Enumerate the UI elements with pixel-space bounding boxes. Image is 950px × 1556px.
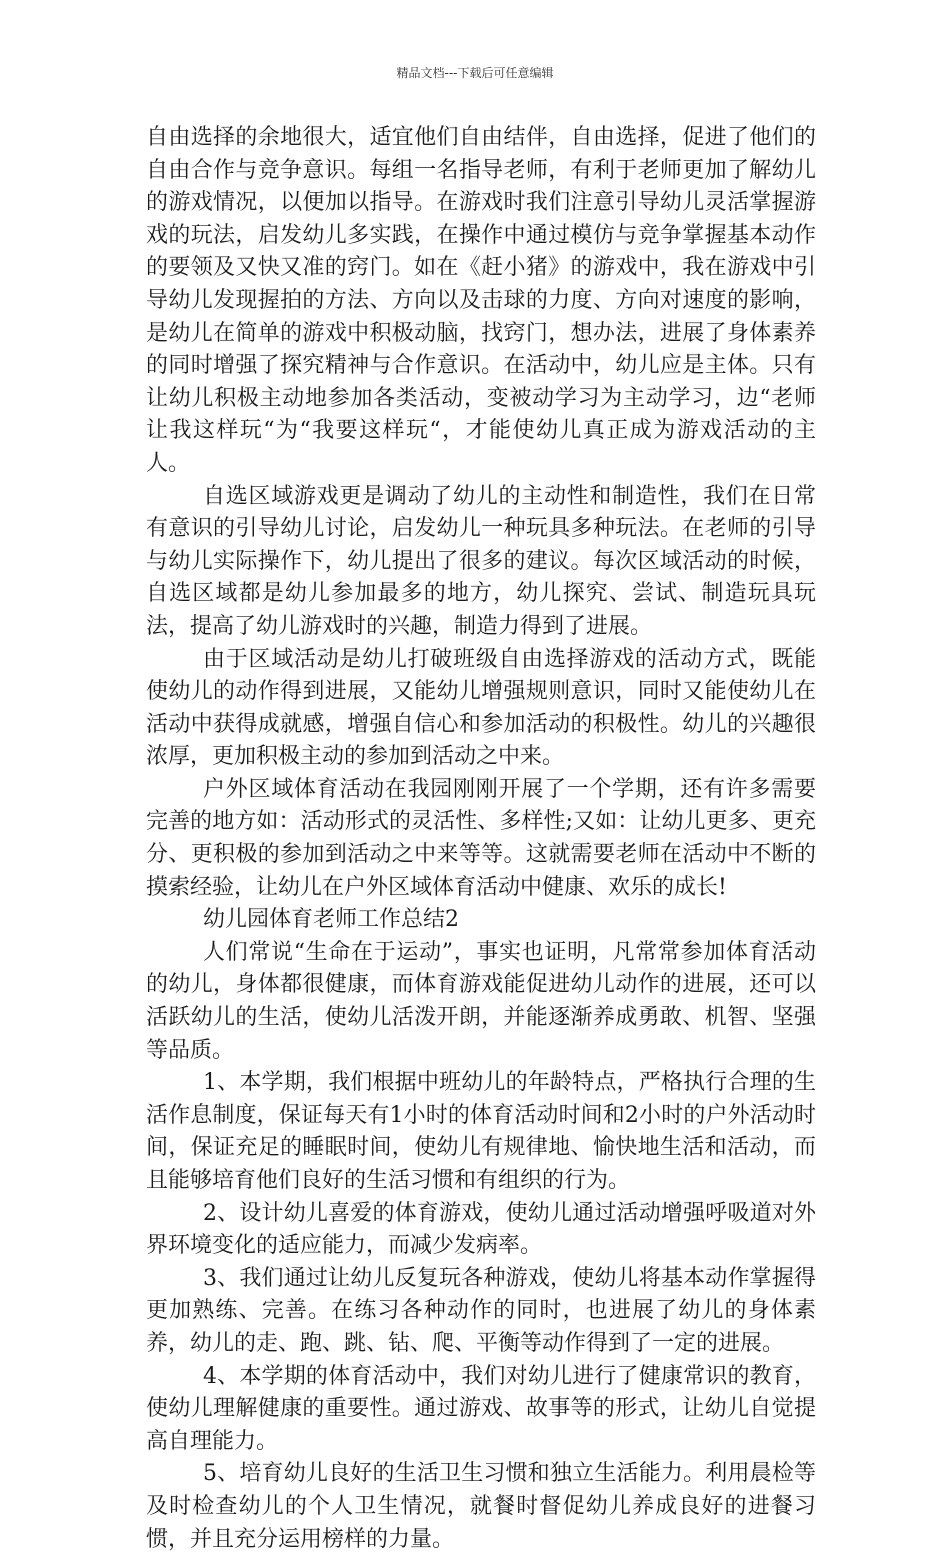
section-heading: 幼儿园体育老师工作总结2 [203, 907, 459, 933]
list-item: 4、本学期的体育活动中，我们对幼儿进行了健康常识的教育，使幼儿理解健康的重要性。通过游戏、故事等的形式，让幼儿自觉提高自理能力。 [146, 1363, 816, 1454]
paragraph: 自选区域游戏更是调动了幼儿的主动性和制造性，我们在日常有意识的引导幼儿讨论，启发幼儿一种玩具多种玩法。在老师的引导与幼儿实际操作下，幼儿提出了很多的建议。每次区域活动的时候，自选区域都是幼儿参加最多的地方，幼儿探究、尝试、制造玩具玩法，提高了幼儿游戏时的兴趣，制造力得到了进展。 [146, 483, 816, 639]
document-body [146, 122, 816, 1556]
list-item: 3、我们通过让幼儿反复玩各种游戏，使幼儿将基本动作掌握得更加熟练、完善。在练习各种动作的同时，也进展了幼儿的身体素养，幼儿的走、跑、跳、钻、爬、平衡等动作得到了一定的进展。 [146, 1265, 816, 1356]
list-item: 2、设计幼儿喜爱的体育游戏，使幼儿通过活动增强呼吸道对外界环境变化的适应能力，而减少发病率。 [146, 1200, 816, 1259]
list-item: 1、本学期，我们根据中班幼儿的年龄特点，严格执行合理的生活作息制度，保证每天有1小时的体育活动时间和2小时的户外活动时间，保证充足的睡眠时间，使幼儿有规律地、愉快地生活和活动，而且能够培育他们良好的生活习惯和有组织的行为。 [146, 1070, 816, 1193]
paragraph: 人们常说“生命在于运动”，事实也证明，凡常常参加体育活动的幼儿，身体都很健康，而体育游戏能促进幼儿动作的进展，还可以活跃幼儿的生活，使幼儿活泼开朗，并能逐渐养成勇敢、机智、坚强等品质。 [146, 939, 816, 1063]
page-header: 精品文档---下载后可任意编辑 [396, 66, 554, 80]
paragraph: 户外区域体育活动在我园刚刚开展了一个学期，还有许多需要完善的地方如：活动形式的灵活性、多样性;又如：让幼儿更多、更充分、更积极的参加到活动之中来等等。这就需要老师在活动中不断的摸索经验，让幼儿在户外区域体育活动中健康、欢乐的成长! [146, 776, 816, 900]
list-item: 5、培育幼儿良好的生活卫生习惯和独立生活能力。利用晨检等及时检查幼儿的个人卫生情况，就餐时督促幼儿养成良好的进餐习惯，并且充分运用榜样的力量。 [146, 1461, 816, 1552]
paragraph: 由于区域活动是幼儿打破班级自由选择游戏的活动方式，既能使幼儿的动作得到进展，又能幼儿增强规则意识，同时又能使幼儿在活动中获得成就感，增强自信心和参加活动的积极性。幼儿的兴趣很浓厚，更加积极主动的参加到活动之中来。 [146, 646, 816, 770]
paragraph: 自由选择的余地很大，适宜他们自由结伴，自由选择，促进了他们的自由合作与竞争意识。每组一名指导老师，有利于老师更加了解幼儿的游戏情况，以便加以指导。在游戏时我们注意引导幼儿灵活掌握游戏的玩法，启发幼儿多实践，在操作中通过模仿与竞争掌握基本动作的要领及又快又准的窍门。如在《赶小猪》的游戏中，我在游戏中引导幼儿发现握拍的方法、方向以及击球的力度、方向对速度的影响，是幼儿在简单的游戏中积极动脑，找窍门，想办法，进展了身体素养的同时增强了探究精神与合作意识。在活动中，幼儿应是主体。只有让幼儿积极主动地参加各类活动，变被动学习为主动学习，边“老师让我这样玩“为“我要这样玩“，才能使幼儿真正成为游戏活动的主人。 [146, 125, 816, 476]
